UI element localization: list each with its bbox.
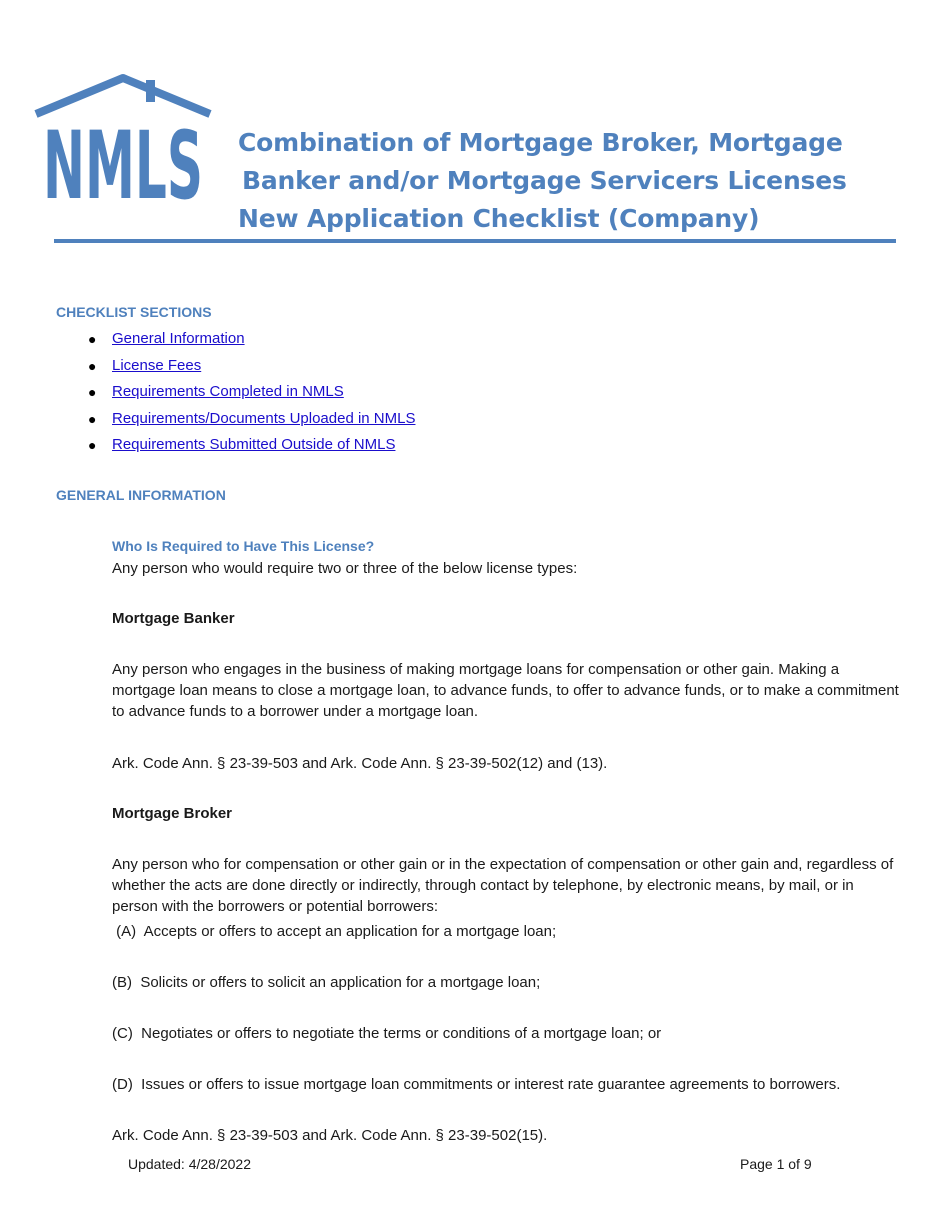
broker-heading: Mortgage Broker [112, 805, 233, 822]
checklist-item [88, 328, 415, 355]
checklist-item [88, 434, 415, 461]
link-general-information[interactable]: General Information [112, 330, 245, 347]
link-requirements-uploaded[interactable]: Requirements/Documents Uploaded in NMLS [112, 409, 416, 427]
title-line-1: Combination of Mortgage Broker, Mortgage [238, 128, 843, 157]
link-license-fees[interactable]: License Fees [112, 356, 202, 374]
checklist-item [88, 355, 415, 382]
bullet-icon: ● [88, 437, 97, 453]
svg-text:NMLS: NMLS [43, 112, 203, 221]
checklist-heading: CHECKLIST SECTIONS [56, 304, 212, 320]
footer-updated: Updated: 4/28/2022 [128, 1156, 251, 1172]
banker-text: Any person who engages in the business of making mortgage loans for compensation or other gain. Making a mortgage loan means to close a mortgage loan, to advance funds, to offer to advance funds, or to make a commitment to advance funds to a borrower under a mortgage loan. [112, 661, 899, 720]
title-divider [54, 239, 896, 243]
broker-item-d: (D) Issues or offers to issue mortgage loan commitments or interest rate guarantee agreements to borrowers. [112, 1076, 841, 1093]
bullet-icon: ● [88, 384, 97, 400]
banker-citation: Ark. Code Ann. § 23-39-503 and Ark. Code Ann. § 23-39-502(12) and (13). [112, 755, 608, 772]
title-line-3: New Application Checklist (Company) [238, 204, 760, 233]
checklist-item [88, 381, 415, 408]
broker-item-b: (B) Solicits or offers to solicit an application for a mortgage loan; [112, 974, 541, 991]
broker-item-a: (A) Accepts or offers to accept an application for a mortgage loan; [112, 923, 557, 940]
broker-citation: Ark. Code Ann. § 23-39-503 and Ark. Code Ann. § 23-39-502(15). [112, 1127, 548, 1144]
bullet-icon: ● [88, 357, 97, 374]
banker-heading: Mortgage Banker [112, 610, 235, 627]
broker-text: Any person who for compensation or other gain or in the expectation of compensation or other gain and, regardless of whether the acts are done directly or indirectly, through contact by telephone, by electronic means, by mail, or in person with the borrowers or potential borrowers: [112, 856, 894, 915]
checklist-item [88, 408, 415, 435]
who-heading: Who Is Required to Have This License? [112, 538, 375, 554]
link-requirements-completed[interactable]: Requirements Completed in NMLS [112, 383, 344, 400]
title-line-2: Banker and/or Mortgage Servicers Licenses [242, 166, 847, 195]
nmls-logo [34, 74, 212, 221]
link-requirements-outside[interactable]: Requirements Submitted Outside of NMLS [112, 436, 396, 453]
general-heading: GENERAL INFORMATION [56, 487, 226, 503]
bullet-icon: ● [88, 331, 97, 347]
checklist-list [88, 328, 415, 461]
bullet-icon: ● [88, 410, 97, 427]
broker-item-c: (C) Negotiates or offers to negotiate the terms or conditions of a mortgage loan; or [112, 1025, 662, 1042]
footer-page-number: Page 1 of 9 [740, 1156, 812, 1172]
who-text: Any person who would require two or three of the below license types: [112, 560, 578, 577]
